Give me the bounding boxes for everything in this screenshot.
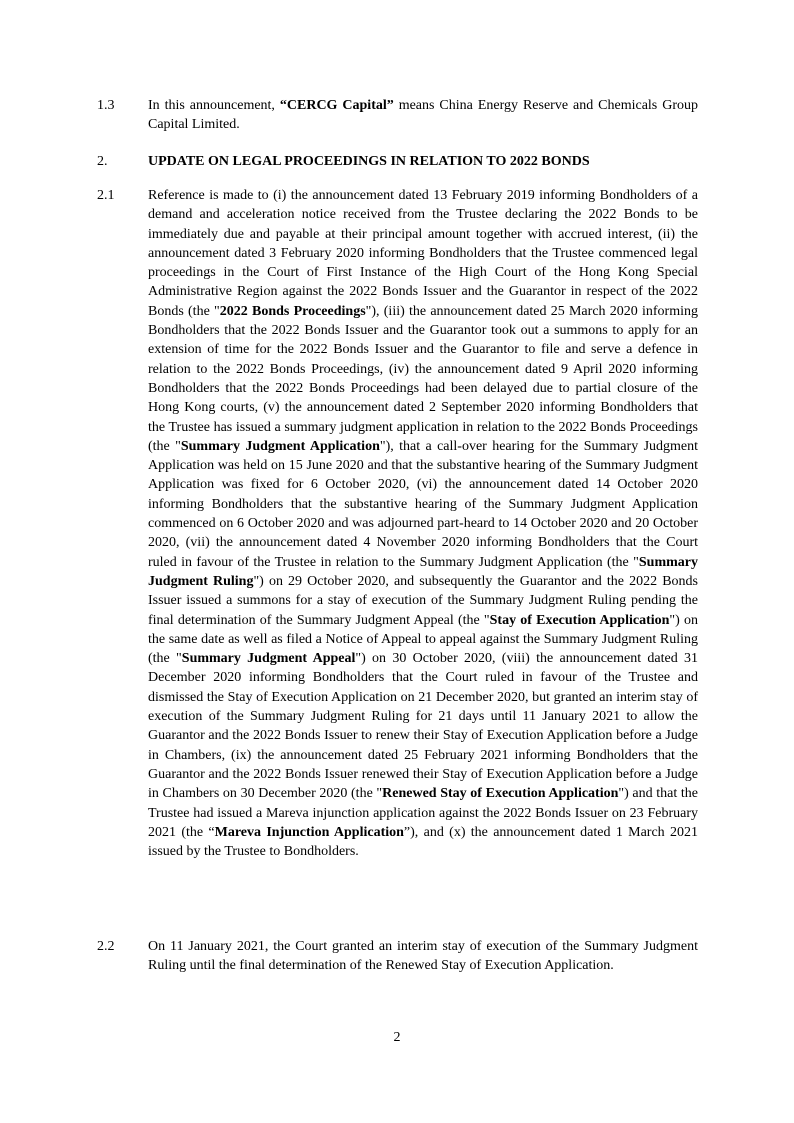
section-2-heading bbox=[97, 152, 698, 171]
defined-term: Mareva Injunction Application bbox=[214, 824, 404, 840]
section-2-1 bbox=[97, 186, 698, 861]
section-text: Reference is made to (i) the announcement dated 13 February 2019 informing Bondholders of a demand and acceleration notice received from the Trustee declaring the 2022 Bonds to be immediately due and payable at their principal amount together with accrued interest, (ii) the announcement dated 3 February 2020 informing Bondholders that the Trustee commenced legal proceedings in the Court of First Instance of the High Court of the Hong Kong Special Administrative Region against the 2022 Bonds Issuer and the Guarantor in respect of the 2022 Bonds (the "2022 Bonds Proceedings"), (iii) the announcement dated 25 March 2020 informing Bondholders that the 2022 Bonds Issuer and the Guarantor took out a summons to apply for an extension of time for the 2022 Bonds Issuer and the Guarantor to file and serve a defence in relation to the 2022 Bonds Proceedings, (iv) the announcement dated 9 April 2020 informing Bondholders that the 2022 Bonds Proceedings had been delayed due to partial closure of the Hong Kong courts, (v) the announcement dated 2 September 2020 informing Bondholders that the Trustee has issued a summary judgment application in relation to the 2022 Bonds Proceedings (the "Summary Judgment Application"), that a call-over hearing for the Summary Judgment Application was held on 15 June 2020 and that the substantive hearing of the Summary Judgment Application was fixed for 6 October 2020, (vi) the announcement dated 14 October 2020 informing Bondholders that the substantive hearing of the Summary Judgment Application commenced on 6 October 2020 and was adjourned part-heard to 14 October 2020 and 20 October 2020, (vii) the announcement dated 4 November 2020 informing Bondholders that the Court ruled in favour of the Trustee in relation to the Summary Judgment Application (the "Summary Judgment Ruling") on 29 October 2020, and subsequently the Guarantor and the 2022 Bonds Issuer issued a summons for a stay of execution of the Summary Judgment Ruling pending the final determination of the Summary Judgment Appeal (the "Stay of Execution Application") on the same date as well as filed a Notice of Appeal to appeal against the Summary Judgment Ruling (the "Summary Judgment Appeal") on 30 October 2020, (viii) the announcement dated 31 December 2020 informing Bondholders that the Court ruled in favour of the Trustee and dismissed the Stay of Execution Application on 21 December 2020, but granted an interim stay of execution of the Summary Judgment Ruling for 21 days until 11 January 2021 to allow the Guarantor and the 2022 Bonds Issuer to renew their Stay of Execution Application before a Judge in Chambers, (ix) the announcement dated 25 February 2021 informing Bondholders that the Guarantor and the 2022 Bonds Issuer renewed their Stay of Execution Application before a Judge in Chambers on 30 December 2020 (the "Renewed Stay of Execution Application") and that the Trustee had issued a Mareva injunction application against the 2022 Bonds Issuer on 23 February 2021 (the “Mareva Injunction Application”), and (x) the announcement dated 1 March 2021 issued by the Trustee to Bondholders. bbox=[148, 188, 699, 860]
page-number: 2 bbox=[393, 1030, 401, 1045]
defined-term: Renewed Stay of Execution Application bbox=[382, 786, 619, 802]
section-number: 2.1 bbox=[97, 188, 115, 203]
section-text: On 11 January 2021, the Court granted an interim stay of execution of the Summary Judgment Ruling until the final determination of the Renewed Stay of Execution Application. bbox=[148, 939, 698, 974]
defined-term: 2022 Bonds Proceedings bbox=[219, 303, 366, 319]
section-1-3 bbox=[97, 96, 698, 135]
section-number: 1.3 bbox=[97, 98, 115, 113]
defined-term: Stay of Execution Application bbox=[489, 612, 670, 628]
section-number: 2. bbox=[97, 154, 108, 169]
defined-term: Summary Judgment Appeal bbox=[181, 651, 356, 667]
section-2-2 bbox=[97, 937, 698, 976]
section-heading: UPDATE ON LEGAL PROCEEDINGS IN RELATION TO 2022 BONDS bbox=[148, 154, 590, 169]
section-number: 2.2 bbox=[97, 939, 115, 954]
defined-term: Summary Judgment Ruling bbox=[148, 554, 698, 589]
defined-term: Summary Judgment Application bbox=[180, 438, 380, 454]
section-text: In this announcement, “CERCG Capital” means China Energy Reserve and Chemicals Group Capital Limited. bbox=[148, 98, 698, 133]
